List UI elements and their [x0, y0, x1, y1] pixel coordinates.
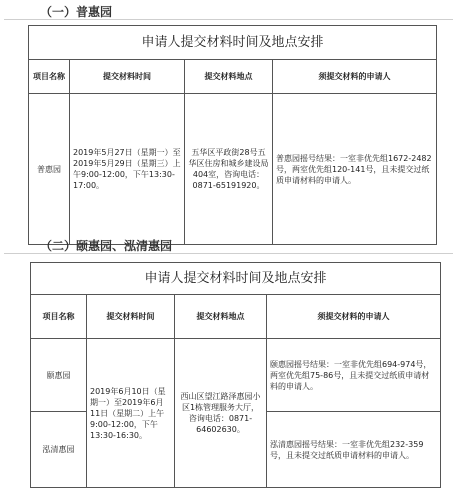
schedule-table-2: [30, 262, 441, 488]
section-1-title-text: （一）普惠园: [40, 5, 113, 19]
header-submit-place: 提交材料地点: [185, 60, 273, 94]
project-name-cell: 普惠园: [29, 94, 70, 245]
section-divider: [4, 19, 453, 20]
header-applicants: 须提交材料的申请人: [273, 60, 437, 94]
project-name-cell: 颐惠园: [31, 339, 87, 412]
table-2-caption: 申请人提交材料时间及地点安排: [31, 263, 441, 295]
submit-time-cell: 2019年5月27日（星期一）至2019年5月29日（星期三）上午9:00-12:00，下午13:30-17:00。: [70, 94, 185, 245]
project-name-cell: 泓清惠园: [31, 412, 87, 488]
section-2-title: [40, 237, 172, 254]
table-row: [31, 339, 441, 412]
schedule-table-1: [28, 25, 437, 245]
submit-time-cell: 2019年6月10日（星期一）至2019年6月11日（星期二）上午9:00-12:00，下午13:30-16:30。: [87, 339, 175, 488]
section-2-title-text: （二）颐惠园、泓清惠园: [40, 239, 173, 253]
header-project-name: 项目名称: [29, 60, 70, 94]
table-row: [29, 94, 437, 245]
header-submit-time: 提交材料时间: [70, 60, 185, 94]
applicants-cell: 颐惠园摇号结果：一室非优先组694-974号，两室优先组75-86号，且未提交过纸质申请材料的申请人。: [267, 339, 441, 412]
header-applicants: 须提交材料的申请人: [267, 295, 441, 339]
section-1-title: [40, 3, 112, 20]
applicants-cell: 普惠园摇号结果：一室非优先组1672-2482号，两室优先组120-141号，且未提交过纸质申请材料的申请人。: [273, 94, 437, 245]
header-submit-place: 提交材料地点: [175, 295, 267, 339]
submit-place-cell: 五华区平政街28号五华区住房和城乡建设局404室，咨询电话：0871-65191920。: [185, 94, 273, 245]
submit-place-cell: 西山区望江路泽惠园小区1栋管理服务大厅，咨询电话：0871-64602630。: [175, 339, 267, 488]
table-1-caption: 申请人提交材料时间及地点安排: [29, 26, 437, 60]
header-submit-time: 提交材料时间: [87, 295, 175, 339]
section-divider: [4, 253, 453, 254]
applicants-cell: 泓清惠园摇号结果：一室非优先组232-359号，且未提交过纸质申请材料的申请人。: [267, 412, 441, 488]
header-project-name: 项目名称: [31, 295, 87, 339]
